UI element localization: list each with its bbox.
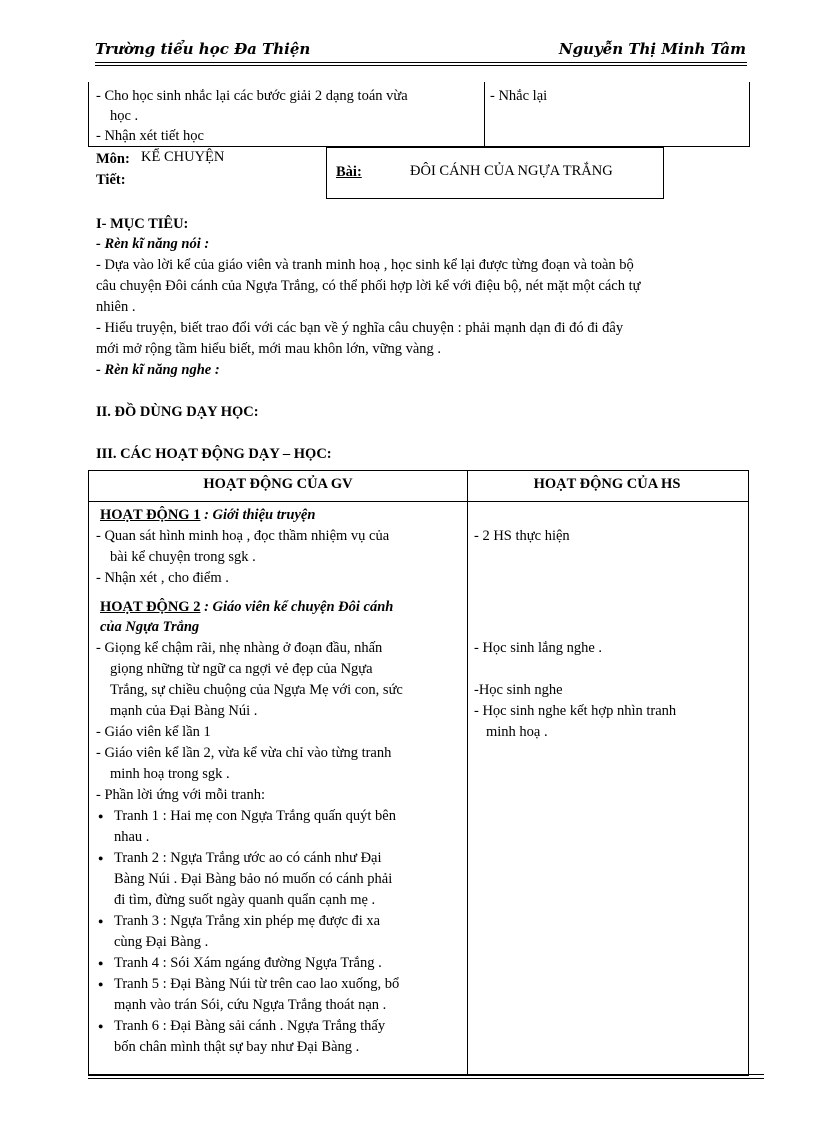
list-item-cont: bài kể chuyện trong sgk . [110, 549, 256, 565]
list-item: - Giáo viên kể lần 2, vừa kể vừa chỉ vào từng tranh [96, 745, 392, 761]
tranh-list [100, 806, 462, 1058]
objective-p1-line2: câu chuyện Đôi cánh của Ngựa Trắng, có thể phối hợp lời kể với điệu bộ, nét mặt một cách tự [96, 278, 641, 294]
list-item-cont: minh hoạ trong sgk . [110, 766, 230, 782]
activity-2-hs-4: minh hoạ . [486, 724, 548, 740]
objective-p1-line3: nhiên . [96, 299, 136, 315]
activity-2-title [100, 597, 393, 618]
objective-p1-line1: - Dựa vào lời kể của giáo viên và tranh minh hoạ , học sinh kể lại được từng đoạn và toàn bộ [96, 257, 634, 273]
header-rule [95, 62, 747, 63]
mon-label: Môn: [96, 151, 130, 167]
objective-p2-line1: - Hiểu truyện, biết trao đổi với các bạn về ý nghĩa câu chuyện : phải mạnh dạn đi đó đi đây [96, 320, 624, 336]
list-item: - Nhận xét , cho điểm . [96, 570, 229, 586]
column-header-gv: HOẠT ĐỘNG CỦA GV [203, 476, 353, 492]
hs-line: - Nhắc lại [490, 88, 548, 104]
tiet-label: Tiết: [96, 172, 126, 188]
activity-1-label: HOẠT ĐỘNG 1 [100, 507, 201, 523]
lesson-title: ĐÔI CÁNH CỦA NGỰA TRẮNG [410, 163, 613, 179]
list-item: - Phần lời ứng với mỗi tranh: [96, 787, 265, 803]
objective-p2-line2: mới mở rộng tầm hiểu biết, mới mau khôn lớn, vững vàng . [96, 341, 442, 357]
activity-1-hs: - 2 HS thực hiện [474, 528, 570, 544]
activity-2-subtitle-2: của Ngựa Trắng [100, 619, 200, 635]
materials-heading: II. ĐỒ DÙNG DẠY HỌC: [96, 404, 259, 420]
list-item-cont: Trắng, sự chiều chuộng của Ngựa Mẹ với con, sức [110, 682, 403, 698]
bullet-item-cont: mạnh vào trán Sói, cứu Ngựa Trắng thoát nạn . [114, 997, 387, 1013]
list-item: - Giọng kể chậm rãi, nhẹ nhàng ở đoạn đầu, nhấn [96, 640, 383, 656]
footer-rule [88, 1074, 764, 1075]
list-item-cont: giọng những từ ngữ ca ngợi vẻ đẹp của Ngựa [110, 661, 373, 677]
bullet-item: ● Tranh 4 : Sói Xám ngáng đường Ngựa Trắng . [100, 953, 462, 974]
bullet-item-cont: đi tìm, đừng suốt ngày quanh quẩn cạnh mẹ . [114, 892, 376, 908]
bullet-item: ● Tranh 5 : Đại Bàng Núi từ trên cao lao xuống, bổ [100, 974, 462, 995]
list-item-cont: mạnh của Đại Bàng Núi . [110, 703, 258, 719]
gv-line-3: - Nhận xét tiết học [96, 128, 204, 144]
mon-value: KỂ CHUYỆN [141, 149, 225, 165]
activity-2-hs-3: - Học sinh nghe kết hợp nhìn tranh [474, 703, 677, 719]
list-item: - Giáo viên kể lần 1 [96, 724, 211, 740]
listening-skill-label: - Rèn kĩ năng nghe : [96, 362, 220, 378]
objectives-heading: I- MỤC TIÊU: [96, 216, 189, 232]
bullet-item-cont: nhau . [114, 829, 150, 845]
footer-rule-2 [88, 1078, 764, 1079]
gv-line-1: - Cho học sinh nhắc lại các bước giải 2 dạng toán vừa [96, 88, 408, 104]
activity-1-subtitle: : Giới thiệu truyện [200, 507, 316, 523]
bullet-item-cont: cùng Đại Bàng . [114, 934, 209, 950]
column-header-hs: HOẠT ĐỘNG CỦA HS [533, 476, 681, 492]
bullet-item: ● Tranh 6 : Đại Bàng sải cánh . Ngựa Trắng thấy [100, 1016, 462, 1037]
header-school: Trường tiểu học Đa Thiện [95, 40, 311, 58]
bullet-item-cont: Bàng Núi . Đại Bàng bảo nó muốn có cánh phải [114, 871, 393, 887]
activity-2-label: HOẠT ĐỘNG 2 [100, 599, 201, 615]
activity-2-list [96, 638, 460, 806]
header-divider [89, 501, 748, 502]
activities-heading: III. CÁC HOẠT ĐỘNG DẠY – HỌC: [96, 446, 332, 462]
bullet-item: ● Tranh 2 : Ngựa Trắng ước ao có cánh như Đại [100, 848, 462, 869]
activity-2-hs-2: -Học sinh nghe [474, 682, 563, 698]
header-rule-2 [95, 65, 747, 66]
activity-2-hs-1: - Học sinh lắng nghe . [474, 640, 603, 656]
bai-label: Bài: [336, 164, 362, 180]
activity-2-subtitle: : Giáo viên kể chuyện Đôi cánh [200, 599, 394, 615]
header-teacher: Nguyễn Thị Minh Tâm [558, 40, 746, 58]
list-item: - Quan sát hình minh hoạ , đọc thầm nhiệm vụ của [96, 528, 390, 544]
table-divider [484, 82, 485, 146]
bullet-item-cont: bốn chân mình thật sự bay như Đại Bàng . [114, 1039, 360, 1055]
column-divider [467, 471, 468, 1075]
activity-1-list [96, 526, 460, 589]
speaking-skill-label: - Rèn kĩ năng nói : [96, 236, 210, 252]
bullet-item: ● Tranh 1 : Hai mẹ con Ngựa Trắng quấn quýt bên [100, 806, 462, 827]
gv-line-2: học . [110, 108, 139, 124]
bullet-item: ● Tranh 3 : Ngựa Trắng xin phép mẹ được đi xa [100, 911, 462, 932]
activity-1-title [100, 505, 315, 526]
